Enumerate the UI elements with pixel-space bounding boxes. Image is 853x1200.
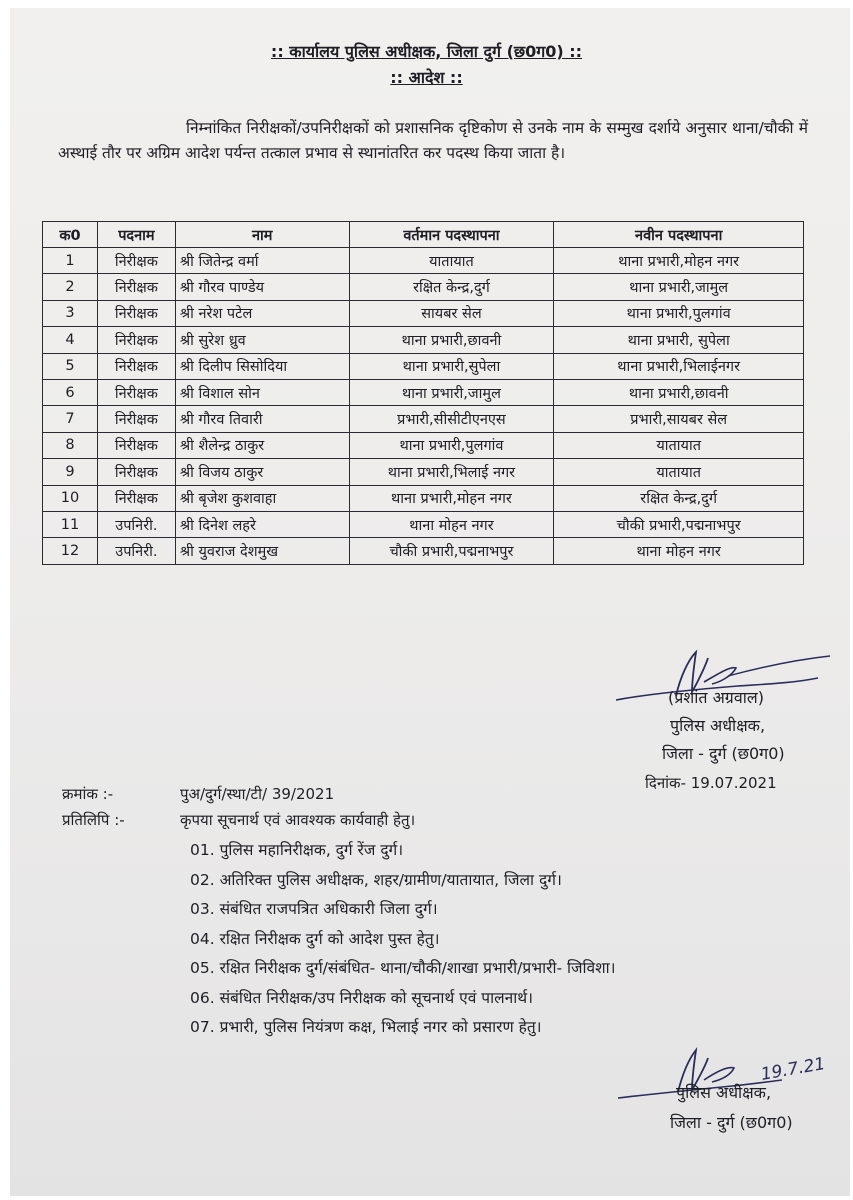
col-new-posting: नवीन पदस्थापना xyxy=(554,222,804,248)
cell-current-posting: रक्षित केन्द्र,दुर्ग xyxy=(349,274,554,300)
cell-designation: निरीक्षक xyxy=(97,274,175,300)
cell-serial: 3 xyxy=(43,300,98,326)
list-item: 05. रक्षित निरीक्षक दुर्ग/संबंधित- थाना/चौकी/शाखा प्रभारी/प्रभारी- जिविशा। xyxy=(190,959,616,977)
cell-current-posting: थाना प्रभारी,पुलगांव xyxy=(349,432,554,458)
list-item: 03. संबंधित राजपत्रित अधिकारी जिला दुर्ग। xyxy=(190,900,438,918)
cell-designation: निरीक्षक xyxy=(97,459,175,485)
cell-current-posting: थाना प्रभारी,जामुल xyxy=(349,379,554,405)
cell-new-posting: थाना प्रभारी, सुपेला xyxy=(554,327,804,353)
cell-serial: 9 xyxy=(43,459,98,485)
cell-current-posting: यातायात xyxy=(349,248,554,274)
cell-new-posting: यातायात xyxy=(554,459,804,485)
cell-designation: निरीक्षक xyxy=(97,248,175,274)
col-designation: पदनाम xyxy=(97,222,175,248)
cell-current-posting: चौकी प्रभारी,पद्मनाभपुर xyxy=(349,538,554,564)
cell-new-posting: चौकी प्रभारी,पद्मनाभपुर xyxy=(554,511,804,537)
cell-name: श्री विजय ठाकुर xyxy=(175,459,349,485)
cell-designation: निरीक्षक xyxy=(97,353,175,379)
cell-name: श्री सुरेश ध्रुव xyxy=(175,327,349,353)
cell-new-posting: थाना प्रभारी,छावनी xyxy=(554,379,804,405)
col-name: नाम xyxy=(175,222,349,248)
office-heading: :: कार्यालय पुलिस अधीक्षक, जिला दुर्ग (छ0ग0) :: xyxy=(270,42,583,61)
col-current-posting: वर्तमान पदस्थापना xyxy=(349,222,554,248)
cell-current-posting: सायबर सेल xyxy=(349,300,554,326)
cell-new-posting: रक्षित केन्द्र,दुर्ग xyxy=(554,485,804,511)
list-item: 06. संबंधित निरीक्षक/उप निरीक्षक को सूचनार्थ एवं पालनार्थ। xyxy=(190,988,534,1007)
cell-current-posting: थाना प्रभारी,भिलाई नगर xyxy=(349,459,554,485)
cell-name: श्री जितेन्द्र वर्मा xyxy=(175,248,349,274)
cell-current-posting: थाना मोहन नगर xyxy=(349,511,554,537)
cell-name: श्री शैलेन्द्र ठाकुर xyxy=(175,432,349,458)
copy-list xyxy=(190,836,616,1043)
footer-signatory-block xyxy=(670,1078,793,1138)
table-header-row xyxy=(43,222,804,248)
cell-designation: निरीक्षक xyxy=(97,432,175,458)
order-date: दिनांक- 19.07.2021 xyxy=(645,774,777,792)
table-row xyxy=(43,379,804,405)
list-item: 07. प्रभारी, पुलिस नियंत्रण कक्ष, भिलाई नगर को प्रसारण हेतु। xyxy=(190,1018,542,1036)
cell-new-posting: थाना मोहन नगर xyxy=(554,538,804,564)
table-row xyxy=(43,511,804,537)
list-item: 02. अतिरिक्त पुलिस अधीक्षक, शहर/ग्रामीण/यातायात, जिला दुर्ग। xyxy=(190,870,562,889)
cell-name: श्री दिलीप सिसोदिया xyxy=(175,353,349,379)
cell-name: श्री विशाल सोन xyxy=(175,379,349,405)
table-row xyxy=(43,300,804,326)
cell-new-posting: थाना प्रभारी,पुलगांव xyxy=(554,300,804,326)
cell-name: श्री बृजेश कुशवाहा xyxy=(175,485,349,511)
cell-name: श्री युवराज देशमुख xyxy=(175,538,349,564)
order-heading: :: आदेश :: xyxy=(390,68,463,87)
cell-current-posting: थाना प्रभारी,सुपेला xyxy=(349,353,554,379)
table-row xyxy=(43,353,804,379)
cell-current-posting: प्रभारी,सीसीटीएनएस xyxy=(349,406,554,432)
list-item: 01. पुलिस महानिरीक्षक, दुर्ग रेंज दुर्ग। xyxy=(190,841,404,859)
cell-serial: 4 xyxy=(43,327,98,353)
table-row xyxy=(43,432,804,458)
cell-new-posting: थाना प्रभारी,भिलाईनगर xyxy=(554,353,804,379)
cell-new-posting: यातायात xyxy=(554,432,804,458)
list-item: 04. रक्षित निरीक्षक दुर्ग को आदेश पुस्त हेतु। xyxy=(190,929,440,948)
handwritten-date: 19.7.21 xyxy=(759,1053,827,1085)
copy-to-value: कृपया सूचनार्थ एवं आवश्यक कार्यवाही हेतु। xyxy=(180,811,416,829)
cell-designation: निरीक्षक xyxy=(97,485,175,511)
cell-name: श्री गौरव पाण्डेय xyxy=(175,274,349,300)
table-row xyxy=(43,327,804,353)
cell-serial: 8 xyxy=(43,432,98,458)
cell-serial: 6 xyxy=(43,379,98,405)
cell-designation: निरीक्षक xyxy=(97,406,175,432)
reference-number-value: पुअ/दुर्ग/स्था/टी/ 39/2021 xyxy=(180,785,335,803)
transfer-table xyxy=(42,221,804,565)
signatory-block xyxy=(648,684,785,768)
cell-serial: 5 xyxy=(43,353,98,379)
cell-designation: निरीक्षक xyxy=(97,379,175,405)
reference-number-label: क्रमांक :- xyxy=(62,785,114,803)
table-row xyxy=(43,459,804,485)
table-row xyxy=(43,248,804,274)
signatory-district: जिला - दुर्ग (छ0ग0) xyxy=(662,744,785,763)
footer-designation: पुलिस अधीक्षक, xyxy=(676,1083,772,1102)
cell-new-posting: थाना प्रभारी,मोहन नगर xyxy=(554,248,804,274)
cell-current-posting: थाना प्रभारी,मोहन नगर xyxy=(349,485,554,511)
cell-serial: 10 xyxy=(43,485,98,511)
cell-serial: 11 xyxy=(43,511,98,537)
copy-to-label: प्रतिलिपि :- xyxy=(62,811,125,829)
cell-new-posting: प्रभारी,सायबर सेल xyxy=(554,406,804,432)
table-row xyxy=(43,538,804,564)
order-paragraph: निम्नांकित निरीक्षकों/उपनिरीक्षकों को प्रशासनिक दृष्टिकोण से उनके नाम के सम्मुख दर्शाये अनुसार थाना/चौकी में अस्थाई तौर पर अग्रिम आदेश पर्यन्त तत्काल प्रभाव से स्थानांतरित कर पदस्थ किया जाता है। xyxy=(58,119,808,162)
cell-designation: उपनिरी. xyxy=(97,511,175,537)
cell-serial: 12 xyxy=(43,538,98,564)
cell-serial: 7 xyxy=(43,406,98,432)
table-row xyxy=(43,274,804,300)
cell-name: श्री दिनेश लहरे xyxy=(175,511,349,537)
cell-current-posting: थाना प्रभारी,छावनी xyxy=(349,327,554,353)
cell-designation: निरीक्षक xyxy=(97,327,175,353)
cell-designation: निरीक्षक xyxy=(97,300,175,326)
signatory-name: (प्रशांत अग्रवाल) xyxy=(668,688,764,707)
cell-name: श्री गौरव तिवारी xyxy=(175,406,349,432)
col-serial: क0 xyxy=(43,222,98,248)
cell-designation: उपनिरी. xyxy=(97,538,175,564)
signatory-designation: पुलिस अधीक्षक, xyxy=(670,716,766,735)
cell-new-posting: थाना प्रभारी,जामुल xyxy=(554,274,804,300)
cell-serial: 2 xyxy=(43,274,98,300)
cell-name: श्री नरेश पटेल xyxy=(175,300,349,326)
table-row xyxy=(43,485,804,511)
footer-district: जिला - दुर्ग (छ0ग0) xyxy=(670,1113,793,1132)
table-row xyxy=(43,406,804,432)
cell-serial: 1 xyxy=(43,248,98,274)
